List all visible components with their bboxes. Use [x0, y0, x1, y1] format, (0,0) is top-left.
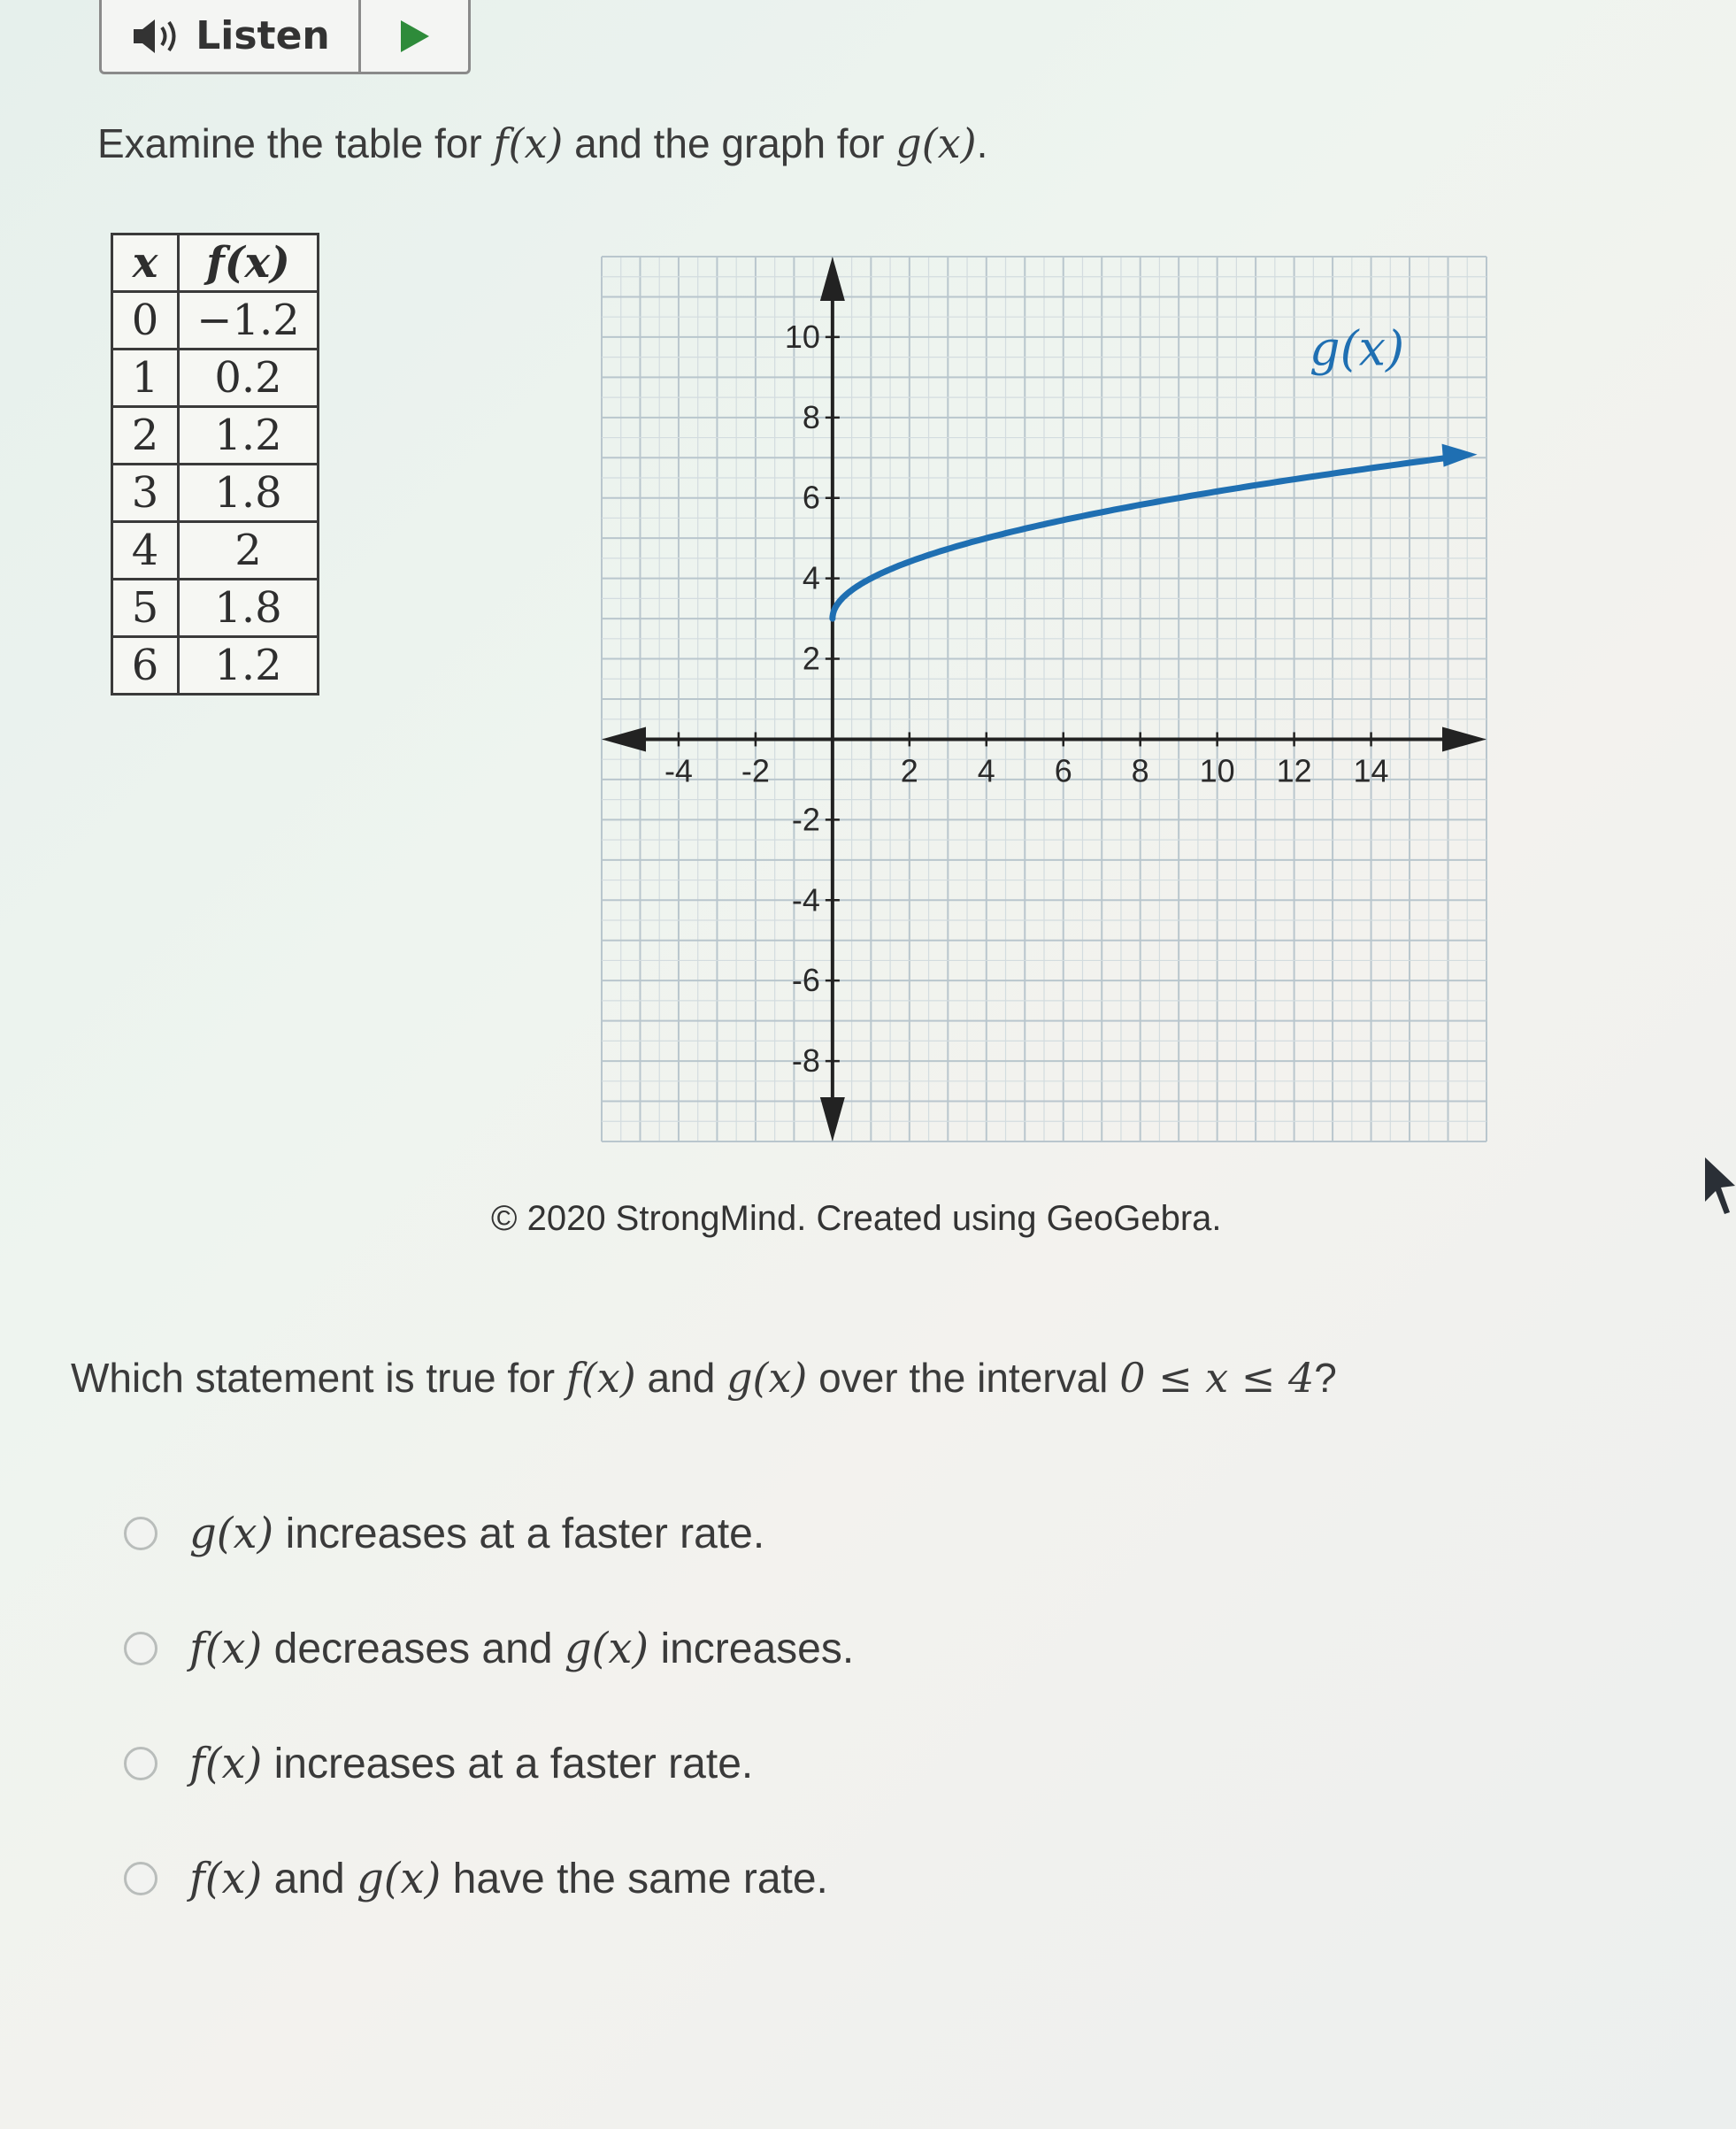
- table-cell-fx: 1.2: [179, 637, 319, 695]
- option-text-part: increases at a faster rate.: [273, 1510, 765, 1557]
- option-text-part: and: [262, 1856, 357, 1902]
- prompt-part: and the graph for: [563, 120, 896, 166]
- table-row: [112, 637, 319, 695]
- answer-option-1[interactable]: [124, 1509, 764, 1558]
- table-cell-fx: −1.2: [179, 292, 319, 350]
- option-math: g(x): [564, 1624, 649, 1673]
- y-tick-label: 10: [784, 318, 820, 355]
- y-tick-label: -8: [791, 1042, 820, 1080]
- answer-option-text: [189, 1739, 753, 1788]
- listen-button[interactable]: [102, 0, 361, 72]
- prompt-part: Examine the table for: [97, 120, 494, 166]
- mouse-cursor-icon: [1703, 1150, 1736, 1230]
- prompt-f-label: f(x): [493, 119, 564, 167]
- g-curve-arrow: [1442, 444, 1478, 467]
- prompt-g-label: g(x): [895, 119, 977, 167]
- y-tick-label: 8: [802, 398, 820, 435]
- y-tick-label: -4: [791, 881, 820, 918]
- x-tick-label: 8: [1131, 752, 1149, 789]
- listen-widget: [99, 0, 471, 74]
- table-cell-x: 0: [112, 292, 179, 350]
- x-tick-label: 6: [1054, 752, 1072, 789]
- table-cell-fx: 0.2: [179, 350, 319, 407]
- question-f-label: f(x): [565, 1354, 636, 1402]
- table-cell-fx: 1.8: [179, 580, 319, 637]
- question-text: [71, 1354, 1337, 1402]
- table-cell-x: 4: [112, 522, 179, 580]
- table-cell-fx: 2: [179, 522, 319, 580]
- f-table: [111, 233, 319, 696]
- g-graph: [584, 239, 1504, 1159]
- x-axis-arrow-left: [602, 726, 646, 751]
- question-part: over the interval: [807, 1355, 1120, 1401]
- option-math: f(x): [189, 1854, 263, 1903]
- prompt-part: .: [976, 120, 988, 166]
- option-text-part: increases.: [649, 1626, 855, 1672]
- x-axis-arrow-right: [1442, 726, 1486, 751]
- question-interval: 0 ≤ x ≤ 4: [1119, 1354, 1315, 1402]
- table-row: [112, 407, 319, 465]
- radio-button[interactable]: [124, 1747, 157, 1780]
- speaker-icon: [130, 17, 181, 56]
- g-curve-label: g(x): [1310, 320, 1405, 377]
- answer-option-text: [189, 1509, 764, 1558]
- answer-option-4[interactable]: [124, 1854, 828, 1903]
- table-row: [112, 580, 319, 637]
- y-tick-label: -2: [791, 801, 820, 838]
- table-cell-fx: 1.8: [179, 465, 319, 522]
- question-part: ?: [1314, 1355, 1337, 1401]
- option-math: g(x): [189, 1509, 274, 1558]
- option-text-part: have the same rate.: [441, 1856, 828, 1902]
- answer-option-3[interactable]: [124, 1739, 753, 1788]
- table-row: [112, 350, 319, 407]
- option-text-part: decreases and: [262, 1626, 565, 1672]
- question-part: Which statement is true for: [71, 1355, 566, 1401]
- y-axis-arrow-down: [820, 1097, 845, 1141]
- listen-label: Listen: [196, 13, 330, 58]
- play-icon: [397, 17, 433, 56]
- answer-option-text: [189, 1624, 854, 1673]
- option-text-part: increases at a faster rate.: [262, 1741, 754, 1787]
- x-tick-label: 10: [1199, 752, 1235, 789]
- x-tick-label: -2: [741, 752, 770, 789]
- question-part: and: [635, 1355, 727, 1401]
- y-tick-label: 6: [802, 479, 820, 516]
- y-axis-arrow-up: [820, 257, 845, 301]
- table-cell-x: 5: [112, 580, 179, 637]
- y-tick-label: 4: [802, 559, 820, 596]
- x-tick-label: 12: [1276, 752, 1312, 789]
- table-cell-x: 2: [112, 407, 179, 465]
- table-row: [112, 465, 319, 522]
- x-tick-label: 4: [977, 752, 995, 789]
- credit-text: © 2020 StrongMind. Created using GeoGebra.: [491, 1199, 1222, 1238]
- x-tick-label: 2: [900, 752, 918, 789]
- radio-button[interactable]: [124, 1517, 157, 1550]
- table-header-fx: f(x): [179, 234, 319, 292]
- radio-button[interactable]: [124, 1632, 157, 1665]
- table-cell-x: 6: [112, 637, 179, 695]
- y-tick-label: 2: [802, 640, 820, 677]
- prompt-text: [97, 119, 987, 167]
- table-row: [112, 522, 319, 580]
- x-tick-label: -4: [664, 752, 693, 789]
- table-cell-x: 3: [112, 465, 179, 522]
- option-math: f(x): [189, 1739, 263, 1788]
- table-header-x: x: [112, 234, 179, 292]
- answer-option-text: [189, 1854, 828, 1903]
- x-tick-label: 14: [1353, 752, 1389, 789]
- answer-option-2[interactable]: [124, 1624, 854, 1673]
- table-cell-x: 1: [112, 350, 179, 407]
- play-button[interactable]: [361, 0, 468, 72]
- option-math: g(x): [357, 1854, 442, 1903]
- question-g-label: g(x): [726, 1354, 808, 1402]
- table-header-row: [112, 234, 319, 292]
- radio-button[interactable]: [124, 1862, 157, 1895]
- table-row: [112, 292, 319, 350]
- y-tick-label: -6: [791, 962, 820, 999]
- table-cell-fx: 1.2: [179, 407, 319, 465]
- option-math: f(x): [189, 1624, 263, 1673]
